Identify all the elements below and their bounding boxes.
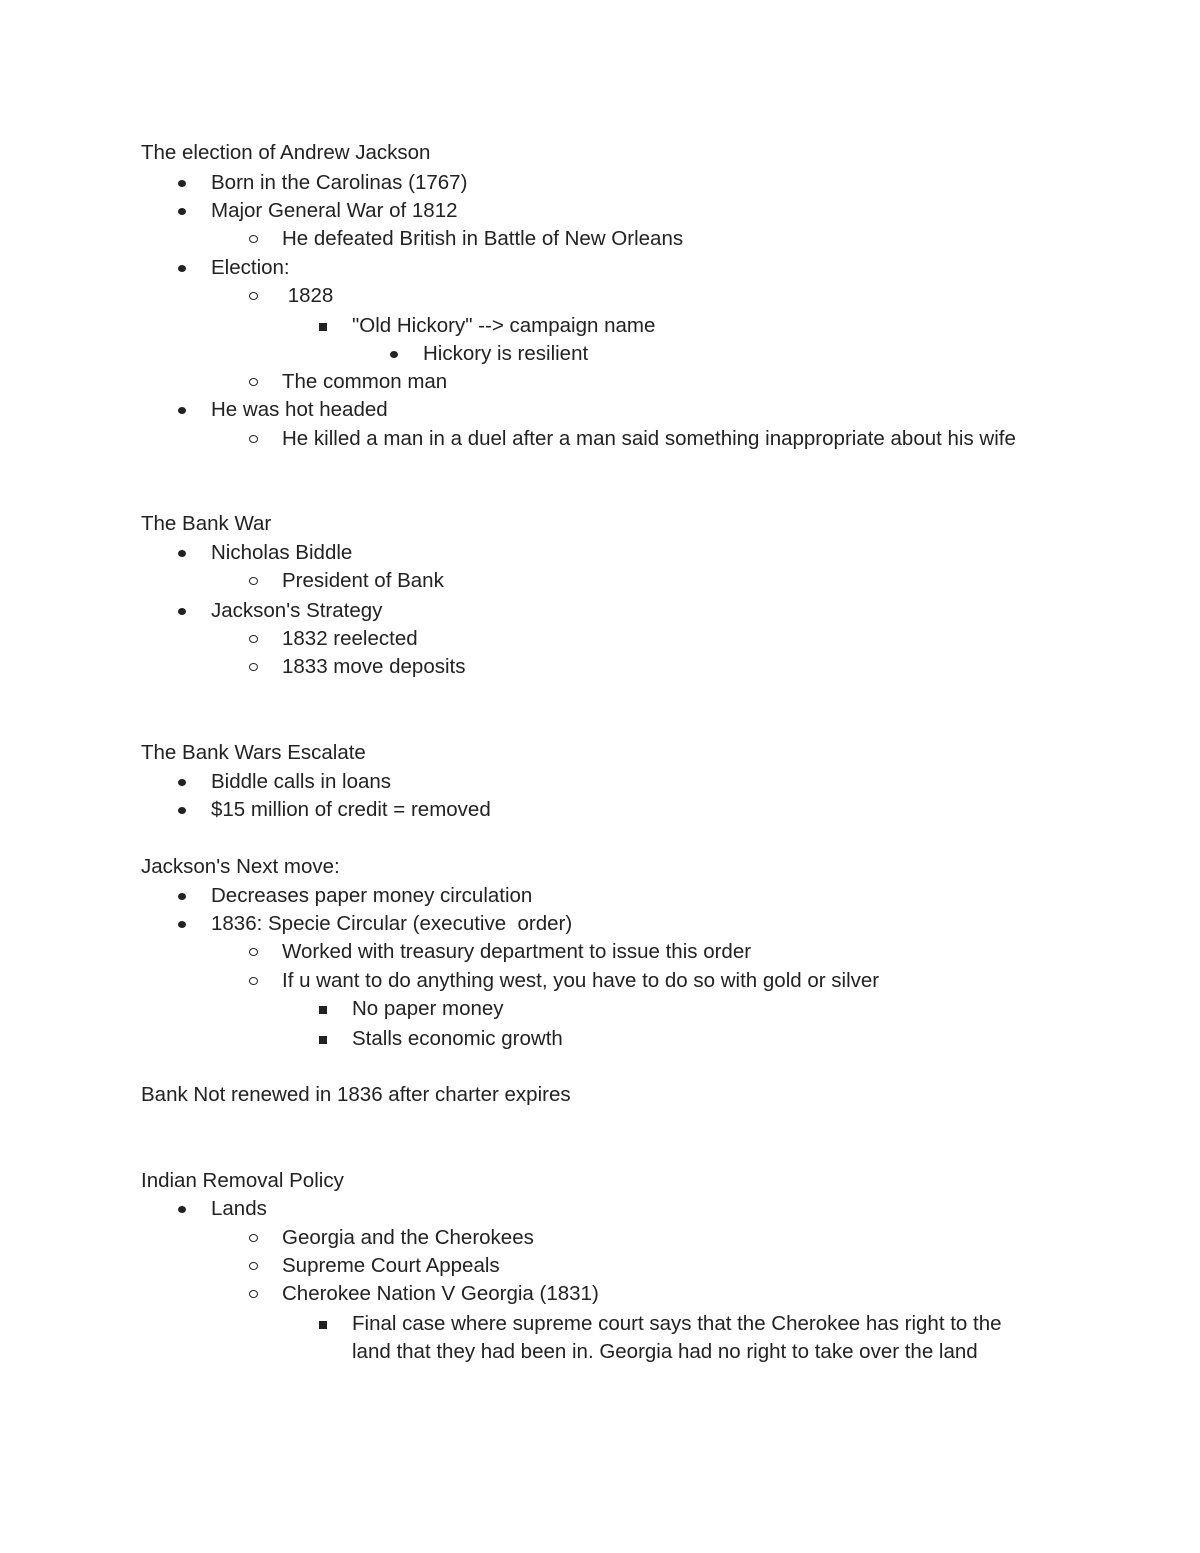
document-page: The election of Andrew Jackson Born in the Carolinas (1767) Major General War of 1812 He defeated British in Battle of New Orleans Election: 1828 "Old Hickory" --> campaign name Hickory is resilient The common man He was hot headed He killed a man in a duel after a man said something inappropriate about his wife The Bank War Nicholas Biddle President of Bank Jackson's Strategy 1832 reelected 1833 move deposits The Bank Wars Escalate Biddle calls in loans $15 million of credit = removed Jackson's Next move: Decreases paper money circulation 1836: Specie Circular (executive order) Worked with treasury department to issue this order If u want to do anything west, you have to do so with gold or silver No paper money Stalls economic growth Bank Not renewed in 1836 after charter expires Indian Removal Policy Lands Georgia and the Cherokees Supreme Court Appeals Cherokee Nation V Georgia (1831) Final case where supreme court says that the Cherokee has right to the land that they had been in. Georgia had no right to take over the land — [141, 141, 1016, 1363]
bullet-circle-icon — [249, 1234, 258, 1242]
bullet-circle-icon — [249, 663, 258, 671]
bullet-disc-icon — [178, 608, 186, 615]
bullet-circle-icon — [249, 977, 258, 985]
bullet-disc-icon — [178, 921, 186, 928]
bullet-circle-icon — [249, 635, 258, 643]
bullet-disc-icon — [178, 1206, 186, 1213]
bullet-disc-icon — [390, 351, 398, 358]
bullet-disc-icon — [178, 265, 186, 272]
bullet-disc-icon — [178, 550, 186, 557]
bullet-square-icon — [319, 1321, 327, 1329]
bullet-square-icon — [319, 1006, 327, 1014]
bullet-circle-icon — [249, 1262, 258, 1270]
bullet-square-icon — [319, 1036, 327, 1044]
bullet-disc-icon — [178, 208, 186, 215]
bullet-circle-icon — [249, 1290, 258, 1298]
bullet-circle-icon — [249, 378, 258, 386]
bullet-square-icon — [319, 323, 327, 331]
bullet-circle-icon — [249, 235, 258, 243]
bullet-circle-icon — [249, 292, 258, 300]
bullet-disc-icon — [178, 807, 186, 814]
bullet-disc-icon — [178, 779, 186, 786]
bullet-disc-icon — [178, 893, 186, 900]
bullet-circle-icon — [249, 948, 258, 956]
bullet-disc-icon — [178, 407, 186, 414]
bullet-circle-icon — [249, 577, 258, 585]
bullet-disc-icon — [178, 180, 186, 187]
bullet-circle-icon — [249, 435, 258, 443]
